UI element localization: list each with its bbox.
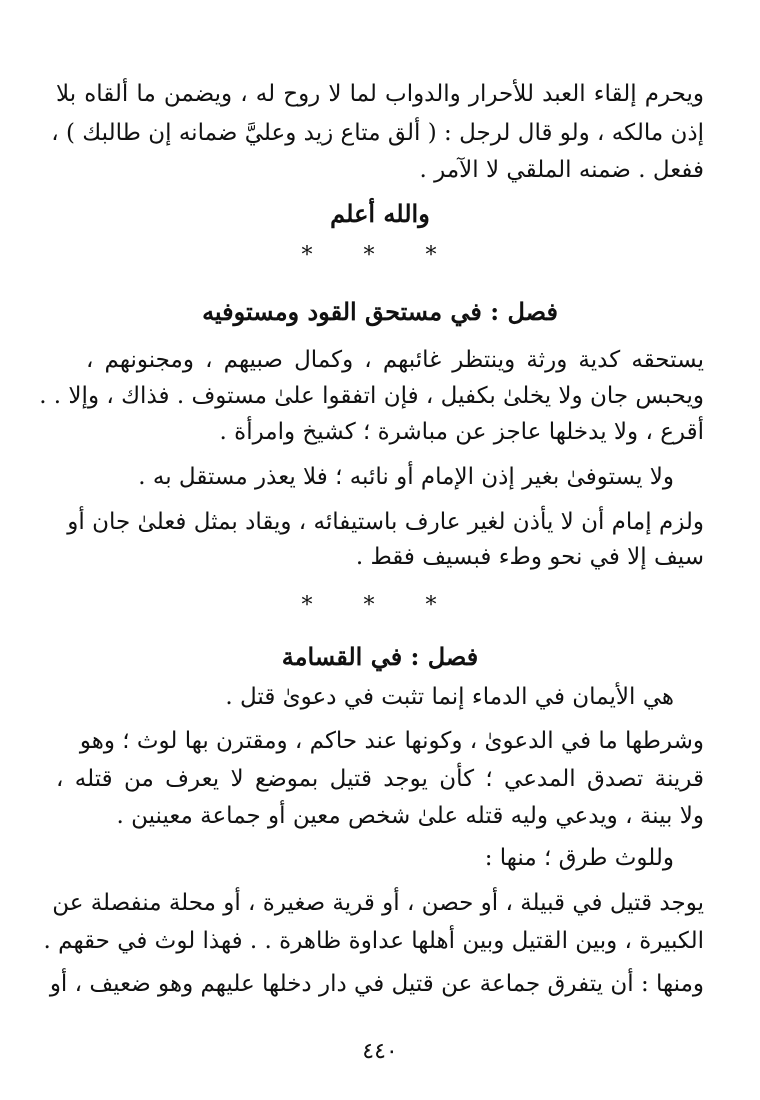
text-line: إذن مالكه ، ولو قال لرجل : ( ألق متاع زيد وعليَّ ضمانه إن طالبك ) ، xyxy=(51,120,704,146)
section-heading: فصل : في مستحق القود ومستوفيه xyxy=(202,297,558,326)
text-line: هي الأيمان في الدماء إنما تثبت في دعوىٰ قتل . xyxy=(225,684,674,710)
text-line: أقرع ، ولا يدخلها عاجز عن مباشرة ؛ كشيخ وامرأة . xyxy=(219,419,704,445)
text-line: وللوث طرق ؛ منها : xyxy=(484,845,674,871)
text-line: ويحبس جان ولا يخلىٰ بكفيل ، فإن اتفقوا علىٰ مستوف . فذاك ، وإلا . . xyxy=(39,383,704,409)
text-line: ولا يستوفىٰ بغير إذن الإمام أو نائبه ؛ فلا يعذر مستقل به . xyxy=(138,464,674,490)
text-line: سيف إلا في نحو وطء فبسيف فقط . xyxy=(355,544,704,570)
section-separator: * * * xyxy=(301,593,459,618)
section-separator: * * * xyxy=(301,243,459,268)
text-line: يوجد قتيل في قبيلة ، أو حصن ، أو قرية صغيرة ، أو محلة منفصلة عن xyxy=(52,890,704,916)
text-line: قرينة تصدق المدعي ؛ كأن يوجد قتيل بموضع لا يعرف من قتله ، xyxy=(56,766,704,792)
page-number: ٤٤٠ xyxy=(362,1039,398,1064)
text-line: ففعل . ضمنه الملقي لا الآمر . xyxy=(419,157,704,183)
text-line: الكبيرة ، وبين القتيل وبين أهلها عداوة ظاهرة . . فهذا لوث في حقهم . xyxy=(43,928,704,954)
section-heading: فصل : في القسامة xyxy=(281,642,479,671)
text-line: يستحقه كدية ورثة وينتظر غائبهم ، وكمال صبيهم ، ومجنونهم ، xyxy=(86,347,704,373)
text-line: ومنها : أن يتفرق جماعة عن قتيل في دار دخلها عليهم وهو ضعيف ، أو xyxy=(49,971,704,997)
text-line: ويحرم إلقاء العبد للأحرار والدواب لما لا روح له ، ويضمن ما ألقاه بلا xyxy=(56,81,704,107)
text-line: ولزم إمام أن لا يأذن لغير عارف باستيفائه ، ويقاد بمثل فعلىٰ جان أو xyxy=(67,509,704,535)
closing-phrase: والله أعلم xyxy=(330,199,430,228)
text-line: ولا بينة ، ويدعي وليه قتله علىٰ شخص معين أو جماعة معينين . xyxy=(116,803,704,829)
text-line: وشرطها ما في الدعوىٰ ، وكونها عند حاكم ، ومقترن بها لوث ؛ وهو xyxy=(79,728,704,754)
